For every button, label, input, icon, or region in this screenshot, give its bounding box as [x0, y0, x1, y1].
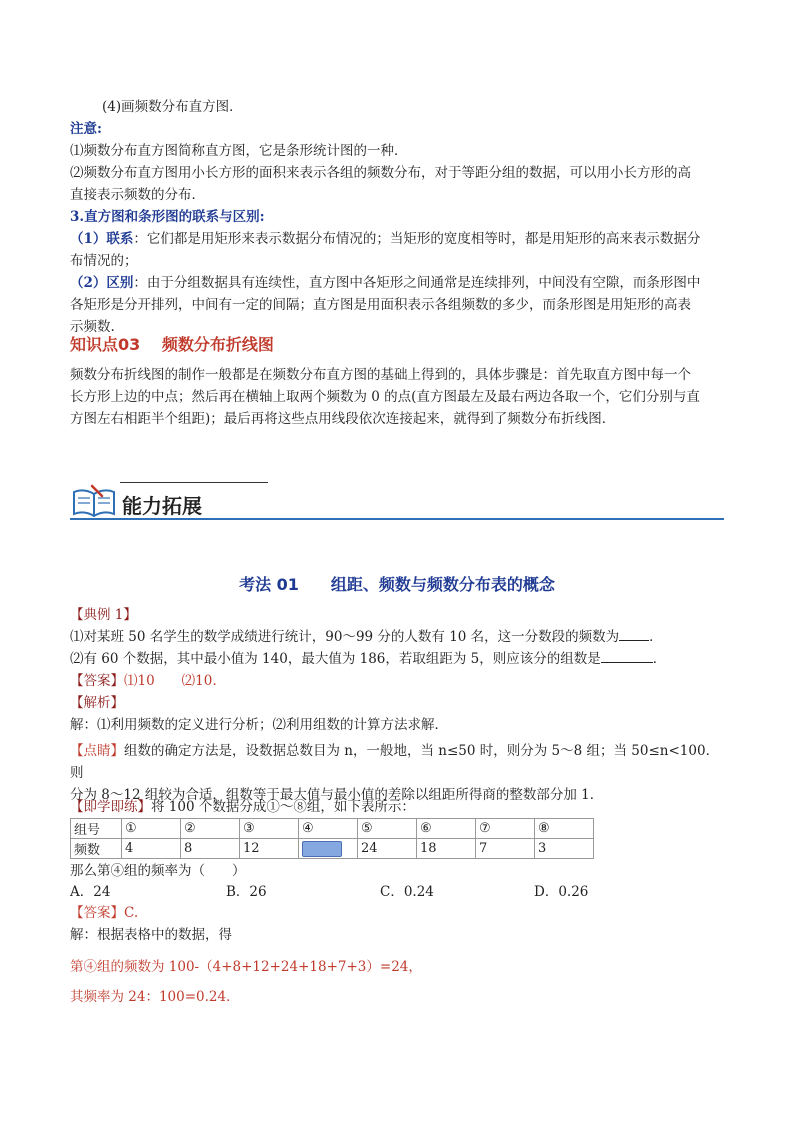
note-item-2-line-1: ⑵频数分布直方图用小长方形的面积来表示各组的频数分布，对于等距分组的数据，可以用小长方形的高	[70, 165, 691, 181]
kp03-block	[70, 334, 724, 430]
table-row-label: 频数	[71, 839, 122, 859]
kp03-line-3: 方图左右相距半个组距)；最后再将这些点用线段依次连接起来，就得到了频数分布折线图．	[70, 411, 616, 427]
group-cell: ⑥	[417, 819, 476, 839]
kp03-line-1: 频数分布折线图的制作一般都是在频数分布直方图的基础上得到的，具体步骤是：首先取直方图中每一个	[70, 367, 691, 383]
group-cell: ④	[299, 819, 358, 839]
option-d: D．0.26	[534, 884, 589, 900]
answer-label: 【答案】	[70, 673, 124, 689]
group-cell: ③	[240, 819, 299, 839]
practice-text: 将 100 个数据分成①～⑧组，如下表所示：	[151, 799, 415, 815]
diff-label: （2）区别	[70, 275, 134, 291]
note-title: 注意:	[70, 121, 102, 137]
example-label: 【典例 1】	[70, 607, 137, 623]
practice-question: 那么第④组的频率为（ ）	[70, 863, 246, 879]
solution-line-1: 解：根据表格中的数据，得	[70, 927, 232, 943]
open-book-icon	[72, 484, 116, 520]
table-header-label: 组号	[71, 819, 122, 839]
q1-blank	[619, 628, 649, 641]
section-rule	[70, 518, 724, 520]
option-a: A．24	[70, 884, 111, 900]
point-label: 【点睛】	[70, 743, 124, 759]
group-cell: ①	[122, 819, 181, 839]
table-row	[71, 839, 594, 859]
link-text-line-1: ：它们都是用矩形来表示数据分布情况的；当矩形的宽度相等时，都是用矩形的高来表示数据分	[133, 231, 701, 247]
relation-title: 3.直方图和条形图的联系与区别:	[70, 209, 265, 225]
freq-cell: 4	[122, 839, 181, 859]
relation-block	[70, 206, 724, 338]
kp03-title: 知识点03 频数分布折线图	[70, 335, 274, 354]
q2-blank	[601, 650, 653, 663]
note-block	[70, 118, 724, 206]
analysis-label: 【解析】	[70, 695, 124, 711]
freq-cell: 24	[358, 839, 417, 859]
freq-cell: 3	[535, 839, 594, 859]
frequency-table	[70, 818, 594, 859]
note-item-2-line-2: 直接表示频数的分布．	[70, 187, 205, 203]
option-c: C．0.24	[380, 884, 434, 900]
kp03-line-2: 长方形上边的中点；然后再在横轴上取两个频数为 0 的点(直方图最左及最右两边各取一个，它们分别与直	[70, 389, 700, 405]
example-q2: ⑵有 60 个数据，其中最小值为 140，最大值为 186，若取组距为 5，则应该分的组数是 ．	[70, 651, 667, 667]
diff-text-line-1: ：由于分组数据具有连续性，直方图中各矩形之间通常是连续排列，中间没有空隙，而条形图中	[133, 275, 701, 291]
freq-cell: 8	[181, 839, 240, 859]
point-line-2: 分为 8～12 组较为合适，组数等于最大值与最小值的差除以组距所得商的整数部分加 1．	[70, 787, 604, 803]
freq-cell: 12	[240, 839, 299, 859]
section-header	[70, 478, 724, 524]
freq-cell: 7	[476, 839, 535, 859]
solution-line-3: 其频率为 24：100=0.24．	[70, 989, 240, 1005]
group-cell: ⑧	[535, 819, 594, 839]
group-cell: ⑦	[476, 819, 535, 839]
table-row	[71, 819, 594, 839]
point-line-1: 组数的确定方法是，设数据总数目为 n，一般地，当 n≤50 时，则分为 5～8 组；当 50≤n<100．则	[70, 743, 720, 781]
practice-label: 【即学即练】	[70, 799, 151, 815]
option-b: B．26	[226, 884, 267, 900]
freq-cell-unknown	[299, 839, 358, 859]
method-title: 考法 01 组距、频数与频数分布表的概念	[239, 575, 555, 594]
answer-text: ⑴10 ⑵10.	[124, 673, 217, 689]
diff-text-line-2: 各矩形是分开排列，中间有一定的间隔；直方图是用面积表示各组频数的多少，而条形图是用矩形的高表	[70, 297, 691, 313]
practice-answer-label: 【答案】	[70, 905, 124, 921]
step-4: (4)画频数分布直方图．	[102, 99, 243, 115]
example-block	[70, 604, 724, 806]
practice-answer	[70, 902, 724, 924]
link-label: （1）联系	[70, 231, 134, 247]
link-text-line-2: 布情况的；	[70, 253, 138, 269]
analysis-text: 解：⑴利用频数的定义进行分析；⑵利用组数的计算方法求解．	[70, 717, 448, 733]
solution-line-2: 第④组的频数为 100-（4+8+12+24+18+7+3）=24，	[70, 959, 422, 975]
note-item-1: ⑴频数分布直方图简称直方图，它是条形统计图的一种．	[70, 143, 408, 159]
group-cell: ⑤	[358, 819, 417, 839]
practice-intro	[70, 796, 724, 818]
practice-answer-text: C.	[124, 905, 139, 921]
section-top-rule	[120, 482, 268, 483]
diff-text-line-3: 示频数.	[70, 319, 115, 335]
section-title: 能力拓展	[122, 494, 202, 518]
group-cell: ②	[181, 819, 240, 839]
freq-cell: 18	[417, 839, 476, 859]
example-q1: ⑴对某班 50 名学生的数学成绩进行统计，90～99 分的人数有 10 名，这一分数段的频数为 ．	[70, 629, 663, 645]
hidden-value-box	[302, 841, 342, 857]
